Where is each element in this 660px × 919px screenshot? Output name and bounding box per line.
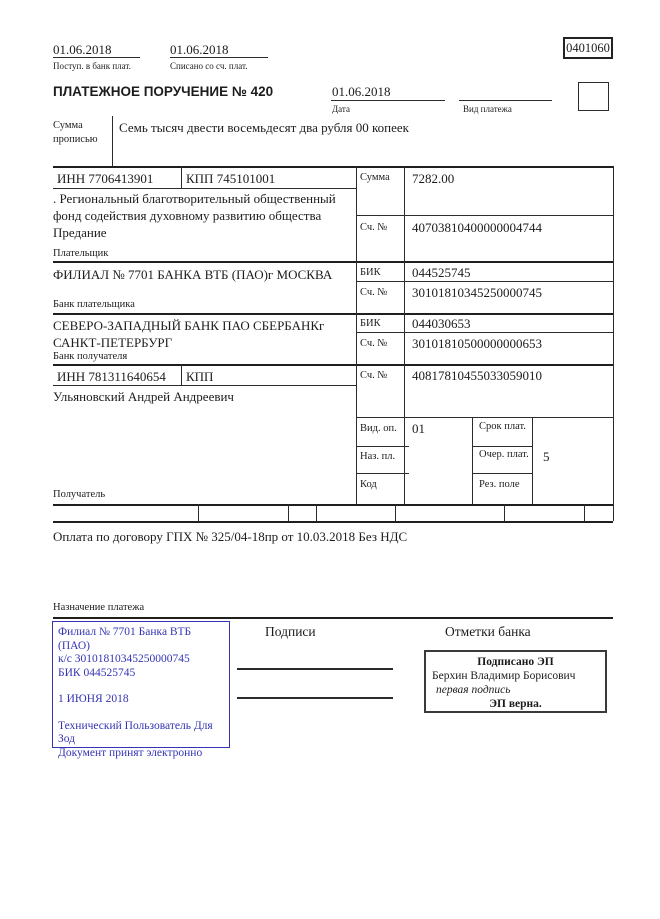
payee-bank-bik-label: БИК xyxy=(360,318,381,329)
divider-v xyxy=(356,166,357,504)
payment-purpose-label: Назначение платежа xyxy=(53,602,145,613)
amount-in-words: Семь тысяч двести восемьдесят два рубля 00 копеек xyxy=(119,120,409,135)
signature-kind: первая подпись xyxy=(436,684,511,696)
divider-v xyxy=(472,417,473,504)
payee-account-label: Сч. № xyxy=(360,370,388,381)
payee-section-label: Получатель xyxy=(53,489,106,500)
stamp-corr-account: к/с 30101810345250000745 xyxy=(58,653,190,665)
divider-v xyxy=(181,364,182,385)
payer-bank-name: ФИЛИАЛ № 7701 БАНКА ВТБ (ПАО)г МОСКВА xyxy=(53,267,333,282)
divider-v xyxy=(288,504,289,521)
divider-h xyxy=(459,100,552,101)
divider-h xyxy=(53,521,613,523)
stamp-date: 1 ИЮНЯ 2018 xyxy=(58,693,129,705)
payer-section-label: Плательщик xyxy=(53,248,109,259)
purpose-code-label: Наз. пл. xyxy=(360,451,396,462)
date-label: Дата xyxy=(332,104,350,114)
pay-term-label: Срок плат. xyxy=(479,421,526,432)
divider-h xyxy=(356,281,613,282)
divider-v xyxy=(584,504,585,521)
payer-kpp: КПП 745101001 xyxy=(186,171,276,186)
payer-account-label: Сч. № xyxy=(360,222,388,233)
label-received-in-bank: Поступ. в банк плат. xyxy=(53,61,131,71)
divider-h xyxy=(331,100,445,101)
payee-bank-account-label: Сч. № xyxy=(360,338,388,349)
divider-h xyxy=(53,261,613,263)
divider-v xyxy=(316,504,317,521)
payer-inn: ИНН 7706413901 xyxy=(57,171,154,186)
form-code-box: 0401060 xyxy=(563,37,613,59)
divider-h xyxy=(356,473,409,474)
divider-v xyxy=(198,504,199,521)
amount-words-label-1: Сумма xyxy=(53,120,83,131)
reserve-field-label: Рез. поле xyxy=(479,479,520,490)
divider-h xyxy=(53,385,356,386)
op-kind-label: Вид. оп. xyxy=(360,423,397,434)
signature-line xyxy=(237,697,393,699)
payer-bank-bik-label: БИК xyxy=(360,267,381,278)
payee-inn: ИНН 781311640654 xyxy=(57,369,166,384)
payee-account: 40817810455033059010 xyxy=(412,368,542,383)
stamp-user: Технический Пользователь Для Зод xyxy=(58,719,213,745)
divider-v xyxy=(181,166,182,188)
divider-h xyxy=(53,57,140,58)
amount-value: 7282.00 xyxy=(412,171,455,186)
divider-h xyxy=(53,166,613,168)
signed-ep-title: Подписано ЭП xyxy=(477,656,554,668)
payer-bank-account: 30101810345250000745 xyxy=(412,285,542,300)
divider-h xyxy=(356,332,613,333)
payee-bank-account: 30101810500000000653 xyxy=(412,336,542,351)
signature-line xyxy=(237,668,393,670)
priority-value: 5 xyxy=(543,449,550,464)
divider-h xyxy=(356,446,409,447)
divider-v xyxy=(613,166,614,521)
document-title: ПЛАТЕЖНОЕ ПОРУЧЕНИЕ № 420 xyxy=(53,84,274,99)
date-received-in-bank: 01.06.2018 xyxy=(53,42,112,57)
payee-name: Ульяновский Андрей Андреевич xyxy=(53,389,234,404)
divider-h xyxy=(53,313,613,315)
label-debited: Списано со сч. плат. xyxy=(170,61,248,71)
payer-bank-bik: 044525745 xyxy=(412,265,471,280)
amount-label: Сумма xyxy=(360,172,390,183)
divider-v xyxy=(404,166,405,504)
payee-bank-bik: 044030653 xyxy=(412,316,471,331)
stamp-accepted-note: Документ принят электронно xyxy=(58,746,203,759)
divider-h xyxy=(53,188,356,189)
divider-v xyxy=(532,417,533,504)
code-label: Код xyxy=(360,479,377,490)
divider-h xyxy=(356,417,613,418)
divider-v xyxy=(504,504,505,521)
bank-electronic-stamp xyxy=(52,621,230,759)
amount-words-label-2: прописью xyxy=(53,134,98,145)
priority-label: Очер. плат. xyxy=(479,449,529,460)
signer-name: Берхин Владимир Борисович xyxy=(432,670,576,682)
divider-h xyxy=(53,617,613,619)
divider-v xyxy=(112,116,113,166)
divider-h xyxy=(53,364,613,366)
divider-h xyxy=(472,473,532,474)
payer-account: 40703810400000004744 xyxy=(412,220,542,235)
signatures-label: Подписи xyxy=(265,624,316,639)
payer-name: . Региональный благотворительный общественный фонд содействия духовному развитию общества Предание xyxy=(53,191,336,240)
divider-h xyxy=(472,446,532,447)
ep-verified: ЭП верна. xyxy=(489,698,542,710)
date-debited: 01.06.2018 xyxy=(170,42,229,57)
payer-bank-section-label: Банк плательщика xyxy=(53,299,135,310)
divider-v xyxy=(395,504,396,521)
signed-ep-stamp xyxy=(424,650,607,713)
divider-h xyxy=(53,504,613,506)
stamp-bank-name: Филиал № 7701 Банка ВТБ (ПАО) xyxy=(58,626,192,652)
divider-h xyxy=(170,57,268,58)
payee-kpp: КПП xyxy=(186,369,214,384)
payment-kind-label: Вид платежа xyxy=(463,104,512,114)
divider-h xyxy=(356,215,613,216)
payment-kind-box xyxy=(578,82,609,111)
op-kind-value: 01 xyxy=(412,421,425,436)
document-date: 01.06.2018 xyxy=(332,84,391,99)
payee-bank-name: СЕВЕРО-ЗАПАДНЫЙ БАНК ПАО СБЕРБАНКг САНКТ-ПЕТЕРБУРГ xyxy=(53,318,325,350)
payer-bank-account-label: Сч. № xyxy=(360,287,388,298)
payee-bank-section-label: Банк получателя xyxy=(53,351,128,362)
payment-purpose-text: Оплата по договору ГПХ № 325/04-18пр от 10.03.2018 Без НДС xyxy=(53,529,408,544)
bank-marks-label: Отметки банка xyxy=(445,624,531,639)
stamp-bik: БИК 044525745 xyxy=(58,666,136,679)
